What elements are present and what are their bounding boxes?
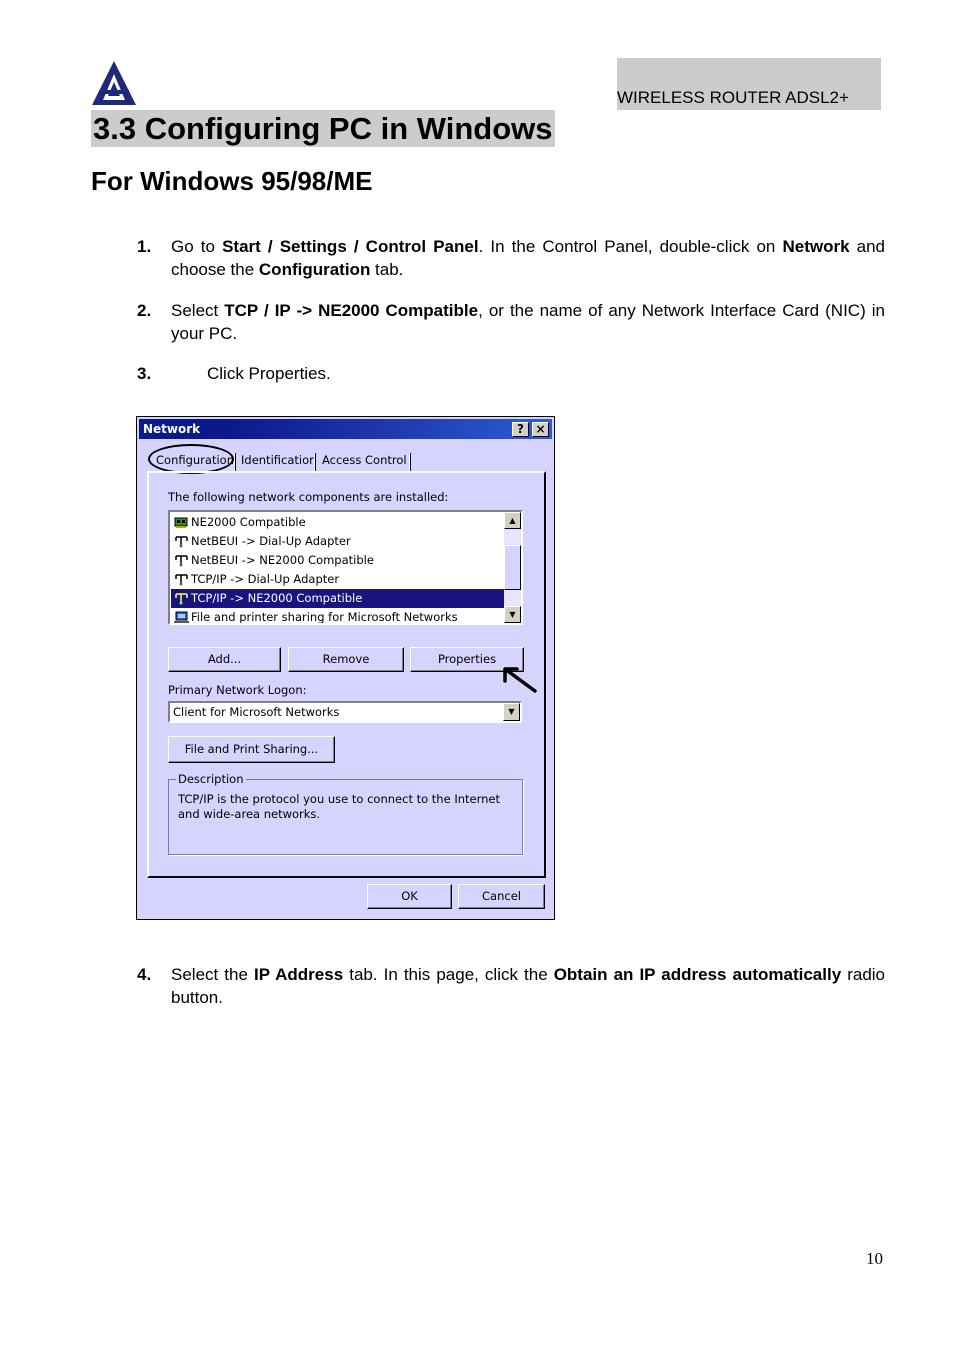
- list-item[interactable]: [171, 551, 504, 570]
- help-icon[interactable]: ?: [512, 422, 529, 437]
- subtitle: For Windows 95/98/ME: [91, 166, 373, 196]
- add-button[interactable]: Add...: [168, 647, 281, 672]
- close-icon[interactable]: ×: [532, 422, 549, 437]
- primary-logon-value: Client for Microsoft Networks: [173, 705, 340, 719]
- step-3: [137, 362, 885, 385]
- file-print-sharing-button[interactable]: File and Print Sharing...: [168, 736, 335, 763]
- components-scrollbar[interactable]: [504, 512, 521, 623]
- tab-divider: [409, 453, 411, 471]
- step-4: [137, 963, 885, 1009]
- tab-access-control[interactable]: Access Control: [322, 453, 407, 467]
- primary-logon-label: Primary Network Logon:: [168, 683, 307, 697]
- section-title: 3.3 Configuring PC in Windows: [93, 111, 553, 146]
- tab-divider: [314, 453, 316, 471]
- list-item[interactable]: [171, 608, 504, 625]
- cancel-button[interactable]: Cancel: [458, 884, 545, 909]
- list-item-label: NetBEUI -> NE2000 Compatible: [191, 553, 374, 567]
- network-card-icon: [174, 516, 189, 529]
- scroll-up-icon[interactable]: ▲: [504, 512, 521, 529]
- protocol-icon: [174, 592, 189, 605]
- step-2: [137, 299, 885, 345]
- description-text: TCP/IP is the protocol you use to connect to the Internet and wide-area networks.: [178, 792, 500, 821]
- list-item-label: File and printer sharing for Microsoft Networks: [191, 610, 458, 624]
- protocol-icon: [174, 554, 189, 567]
- description-title: Description: [178, 772, 244, 786]
- step-number: 3.: [137, 364, 152, 383]
- protocol-icon: [174, 535, 189, 548]
- step-text: Click Properties.: [207, 364, 331, 383]
- network-dialog: [136, 416, 555, 920]
- step-number: 1.: [137, 237, 152, 256]
- scroll-down-icon[interactable]: ▼: [504, 606, 521, 623]
- step-text: Go to Start / Settings / Control Panel. In the Control Panel, double-click on Network and choose the Configuration tab.: [171, 237, 886, 279]
- components-list[interactable]: [168, 510, 523, 625]
- atlantis-triangle-logo-icon: [91, 60, 137, 106]
- header-product-name: WIRELESS ROUTER ADSL2+: [617, 88, 849, 107]
- step-1: [137, 235, 885, 281]
- step-number: 4.: [137, 965, 152, 984]
- list-item-label: TCP/IP -> NE2000 Compatible: [191, 591, 363, 605]
- file-sharing-icon: [174, 611, 189, 624]
- remove-button[interactable]: Remove: [288, 647, 404, 672]
- list-item-label: NE2000 Compatible: [191, 515, 306, 529]
- installed-components-label: The following network components are installed:: [168, 490, 449, 504]
- description-group: [168, 772, 523, 855]
- tab-divider: [234, 453, 236, 471]
- step-text: Select TCP / IP -> NE2000 Compatible, or the name of any Network Interface Card (NIC) in your PC.: [171, 301, 885, 343]
- tab-configuration[interactable]: Configuration: [156, 453, 234, 467]
- page-number: 10: [866, 1249, 883, 1268]
- dialog-title: Network: [143, 422, 201, 436]
- step-text: Select the IP Address tab. In this page, click the Obtain an IP address automatically radio button.: [171, 965, 886, 1007]
- list-item-selected[interactable]: [171, 589, 504, 608]
- primary-logon-select[interactable]: [168, 701, 522, 723]
- properties-button[interactable]: Properties: [410, 647, 524, 672]
- list-item-label: NetBEUI -> Dial-Up Adapter: [191, 534, 351, 548]
- ok-button[interactable]: OK: [367, 884, 452, 909]
- list-item-label: TCP/IP -> Dial-Up Adapter: [191, 572, 340, 586]
- list-item[interactable]: [171, 570, 504, 589]
- tab-identification[interactable]: Identification: [241, 453, 317, 467]
- step-number: 2.: [137, 301, 152, 320]
- list-item[interactable]: [171, 532, 504, 551]
- list-item[interactable]: [171, 513, 504, 532]
- dialog-titlebar: [139, 419, 552, 439]
- pointer-arrow-icon: [499, 663, 537, 693]
- scroll-thumb[interactable]: [504, 545, 521, 590]
- protocol-icon: [174, 573, 189, 586]
- chevron-down-icon[interactable]: ▼: [503, 703, 520, 721]
